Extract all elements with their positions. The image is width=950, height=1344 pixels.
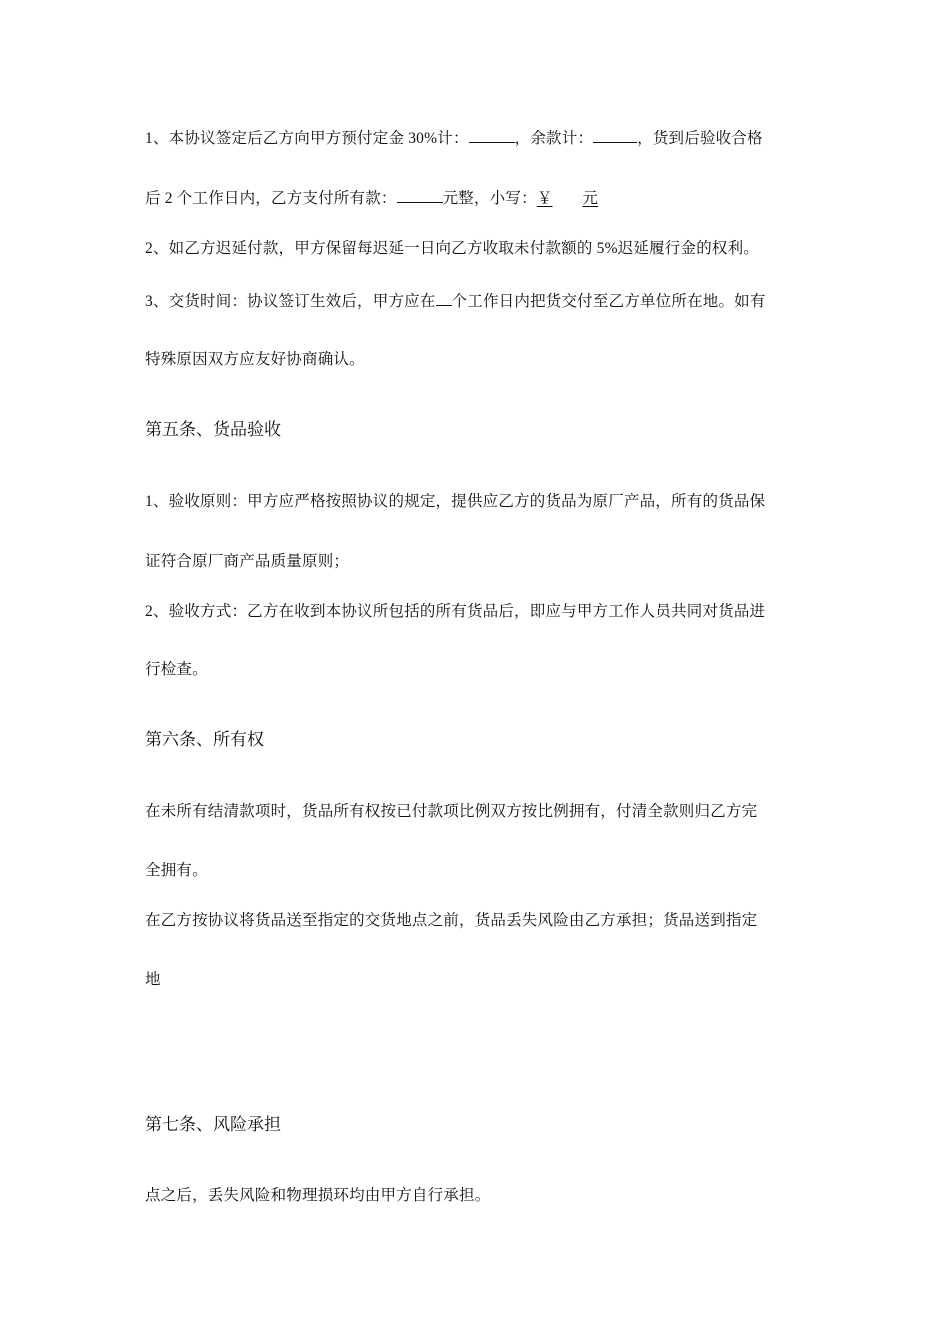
total-amount-blank bbox=[397, 187, 443, 203]
acceptance-text: ，货到后验收合格 bbox=[637, 130, 763, 147]
inspection-method-line-2: 行检查。 bbox=[145, 661, 208, 678]
amount-words-text: 元整，小写： bbox=[442, 190, 537, 207]
ownership-para-line-1: 在未所有结清款项时，货品所有权按已付款项比例双方按比例拥有，付清全款则归乙方完 bbox=[145, 803, 758, 820]
amount-figures-field bbox=[537, 190, 598, 207]
total-payment-text: 后 2 个工作日内，乙方支付所有款： bbox=[145, 190, 397, 207]
balance-text: ，余款计： bbox=[514, 130, 594, 147]
payment-clause-line-1 bbox=[145, 127, 815, 149]
inspection-principle-line-2: 证符合原厂商产品质量原则； bbox=[145, 553, 350, 570]
currency-unit: 元 bbox=[582, 190, 599, 207]
currency-symbol: ￥ bbox=[536, 190, 553, 207]
risk-transfer-line-1: 在乙方按协议将货品送至指定的交货地点之前，货品丢失风险由乙方承担；货品送到指定 bbox=[145, 912, 758, 929]
delivery-time-clause-line-2: 特殊原因双方应友好协商确认。 bbox=[145, 351, 365, 368]
late-payment-clause: 2、如乙方迟延付款，甲方保留每迟延一日向乙方收取未付款额的 5%迟延履行金的权利。 bbox=[145, 240, 759, 257]
section-5-heading: 第五条、货品验收 bbox=[145, 420, 281, 440]
inspection-method-line-1: 2、验收方式：乙方在收到本协议所包括的所有货品后，即应与甲方工作人员共同对货品进 bbox=[145, 603, 766, 620]
ownership-para-line-2: 全拥有。 bbox=[145, 862, 208, 879]
deposit-text: 1、本协议签定后乙方向甲方预付定金 30%计： bbox=[145, 130, 469, 147]
section-7-heading: 第七条、风险承担 bbox=[145, 1115, 281, 1135]
section-6-heading: 第六条、所有权 bbox=[145, 730, 264, 750]
risk-bearing-para: 点之后，丢失风险和物理损环均由甲方自行承担。 bbox=[145, 1187, 491, 1204]
payment-clause-line-2 bbox=[145, 187, 815, 209]
deposit-amount-blank bbox=[469, 127, 515, 143]
delivery-time-text: 3、交货时间：协议签订生效后，甲方应在 bbox=[145, 293, 436, 310]
risk-transfer-line-2: 地 bbox=[145, 971, 161, 988]
delivery-time-clause-line-1 bbox=[145, 290, 815, 312]
balance-amount-blank bbox=[593, 127, 637, 143]
inspection-principle-line-1: 1、验收原则：甲方应严格按照协议的规定，提供应乙方的货品为原厂产品，所有的货品保 bbox=[145, 493, 766, 510]
working-days-blank bbox=[436, 290, 452, 306]
delivery-location-text: 个工作日内把货交付至乙方单位所在地。如有 bbox=[451, 293, 766, 310]
